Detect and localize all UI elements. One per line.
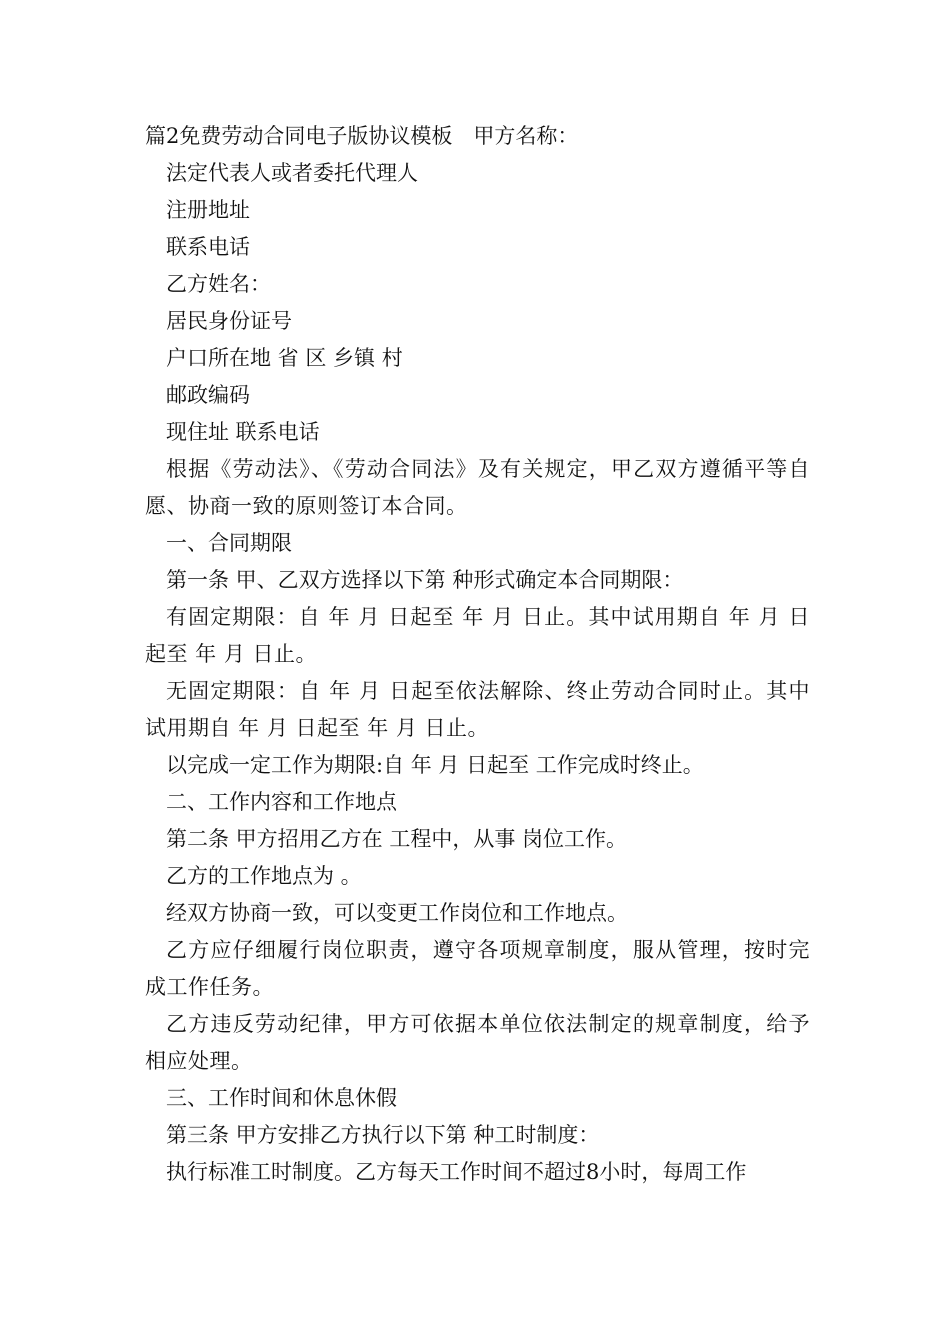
discipline-clause: 乙方违反劳动纪律，甲方可依据本单位依法制定的规章制度，给予相应处理。 [145,1012,810,1073]
section-heading-work-content: 二、工作内容和工作地点 [166,790,397,814]
party-b-postal-code: 邮政编码 [166,383,250,407]
duties-clause: 乙方应仔细履行岗位职责，遵守各项规章制度，服从管理，按时完成工作任务。 [145,938,810,999]
work-location-clause: 乙方的工作地点为 。 [166,864,362,888]
open-ended-term-clause: 无固定期限：自 年 月 日起至依法解除、终止劳动合同时止。其中试用期自 年 月 日起至 年 月 日止。 [145,679,810,740]
party-a-address: 注册地址 [166,198,250,222]
contract-preamble: 根据《劳动法》、《劳动合同法》及有关规定，甲乙双方遵循平等自愿、协商一致的原则签订本合同。 [145,457,810,518]
article-2: 第二条 甲方招用乙方在 工程中，从事 岗位工作。 [166,827,628,851]
section-heading-working-hours: 三、工作时间和休息休假 [166,1086,397,1110]
work-change-clause: 经双方协商一致，可以变更工作岗位和工作地点。 [166,901,628,925]
party-b-household-registration: 户口所在地 省 区 乡镇 村 [166,346,403,370]
task-based-term-clause: 以完成一定工作为期限:自 年 月 日起至 工作完成时终止。 [166,753,704,777]
article-3: 第三条 甲方安排乙方执行以下第 种工时制度： [166,1123,600,1147]
standard-hours-clause: 执行标准工时制度。乙方每天工作时间不超过8小时，每周工作 [166,1160,747,1184]
party-b-name: 乙方姓名： [166,272,271,296]
party-a-representative: 法定代表人或者委托代理人 [166,161,418,185]
document-page [145,118,810,1191]
party-b-current-address: 现住址 联系电话 [166,420,320,444]
fixed-term-clause: 有固定期限：自 年 月 日起至 年 月 日止。其中试用期自 年 月 日起至 年 月 日止。 [145,605,810,666]
party-a-phone: 联系电话 [166,235,250,259]
section-heading-term: 一、合同期限 [166,531,292,555]
party-b-id-number: 居民身份证号 [166,309,292,333]
document-title-line: 篇2免费劳动合同电子版协议模板 甲方名称： [145,124,579,148]
article-1: 第一条 甲、乙双方选择以下第 种形式确定本合同期限： [166,568,684,592]
